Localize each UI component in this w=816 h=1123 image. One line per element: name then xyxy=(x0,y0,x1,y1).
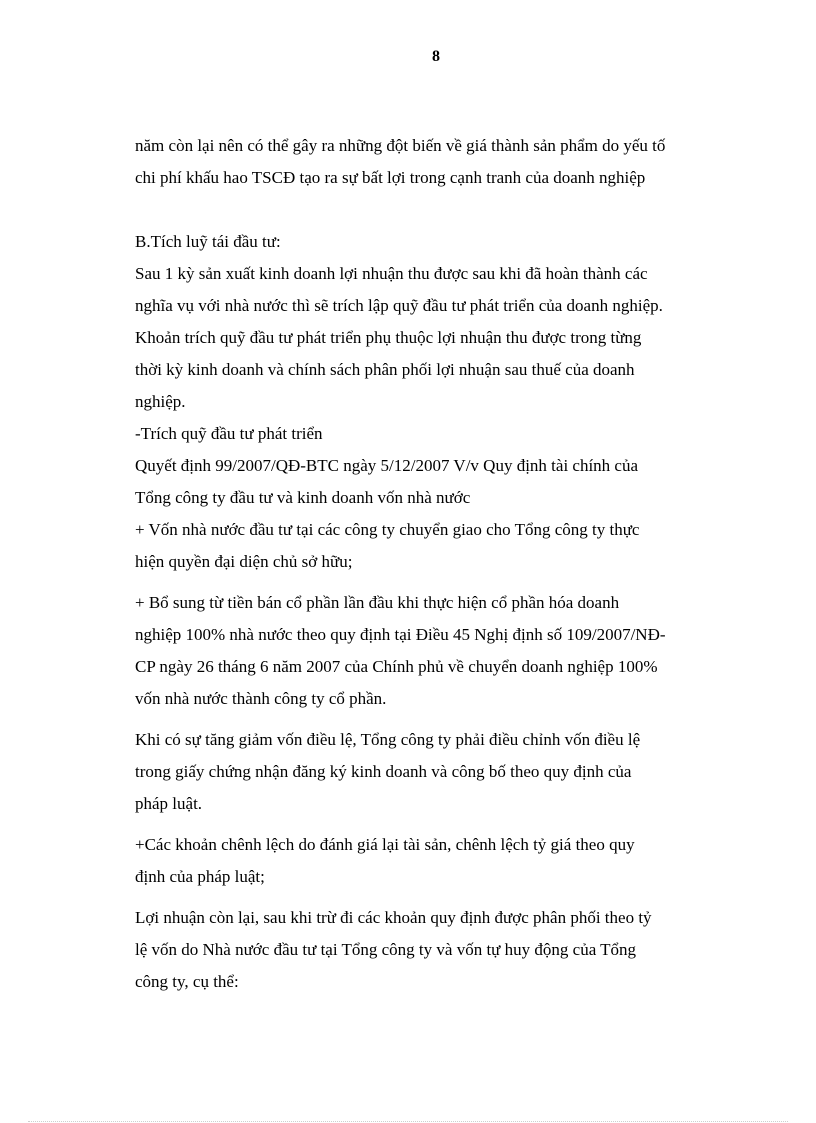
text-line: Sau 1 kỳ sản xuất kinh doanh lợi nhuận thu được sau khi đã hoàn thành các xyxy=(135,264,648,283)
text-line: CP ngày 26 tháng 6 năm 2007 của Chính phủ về chuyển doanh nghiệp 100% xyxy=(135,657,658,676)
paragraph-supplement xyxy=(135,587,745,715)
page-number: 8 xyxy=(432,48,440,65)
text-line: -Trích quỹ đầu tư phát triển xyxy=(135,424,323,443)
text-line: hiện quyền đại diện chủ sở hữu; xyxy=(135,552,353,571)
text-line: +Các khoản chênh lệch do đánh giá lại tài sản, chênh lệch tỷ giá theo quy xyxy=(135,835,635,854)
paragraph-intro xyxy=(135,130,745,194)
paragraph-differences xyxy=(135,829,745,893)
text-line: nghĩa vụ với nhà nước thì sẽ trích lập quỹ đầu tư phát triển của doanh nghiệp. xyxy=(135,296,663,315)
document-body xyxy=(135,130,745,998)
text-line: Quyết định 99/2007/QĐ-BTC ngày 5/12/2007 V/v Quy định tài chính của xyxy=(135,456,639,475)
text-line: lệ vốn do Nhà nước đầu tư tại Tổng công ty và vốn tự huy động của Tổng xyxy=(135,940,637,959)
text-line: định của pháp luật; xyxy=(135,867,265,886)
section-title: B.Tích luỹ tái đầu tư: xyxy=(135,232,281,251)
text-line: pháp luật. xyxy=(135,794,203,813)
text-line: Khoản trích quỹ đầu tư phát triển phụ thuộc lợi nhuận thu được trong từng xyxy=(135,328,642,347)
page-bottom-border xyxy=(28,1121,788,1122)
paragraph-capital-change xyxy=(135,724,745,820)
text-line: Tổng công ty đầu tư và kinh doanh vốn nhà nước xyxy=(135,488,471,507)
text-line: + Bổ sung từ tiền bán cổ phần lần đầu khi thực hiện cổ phần hóa doanh xyxy=(135,593,620,612)
text-line: vốn nhà nước thành công ty cổ phần. xyxy=(135,689,387,708)
section-heading xyxy=(135,226,745,258)
paragraph-accumulation xyxy=(135,258,745,578)
text-line: Khi có sự tăng giảm vốn điều lệ, Tổng công ty phải điều chỉnh vốn điều lệ xyxy=(135,730,641,749)
text-line: nghiệp 100% nhà nước theo quy định tại Điều 45 Nghị định số 109/2007/NĐ- xyxy=(135,625,666,644)
text-line: nghiệp. xyxy=(135,392,186,411)
text-line: Lợi nhuận còn lại, sau khi trừ đi các khoản quy định được phân phối theo tỷ xyxy=(135,908,652,927)
text-line: trong giấy chứng nhận đăng ký kinh doanh và công bố theo quy định của xyxy=(135,762,632,781)
text-line: năm còn lại nên có thể gây ra những đột biến về giá thành sản phẩm do yếu tố xyxy=(135,136,666,155)
text-line: thời kỳ kinh doanh và chính sách phân phối lợi nhuận sau thuế của doanh xyxy=(135,360,635,379)
text-line: + Vốn nhà nước đầu tư tại các công ty chuyển giao cho Tổng công ty thực xyxy=(135,520,640,539)
text-line: công ty, cụ thể: xyxy=(135,972,239,991)
paragraph-remaining-profit xyxy=(135,902,745,998)
text-line: chi phí khấu hao TSCĐ tạo ra sự bất lợi trong cạnh tranh của doanh nghiệp xyxy=(135,168,646,187)
